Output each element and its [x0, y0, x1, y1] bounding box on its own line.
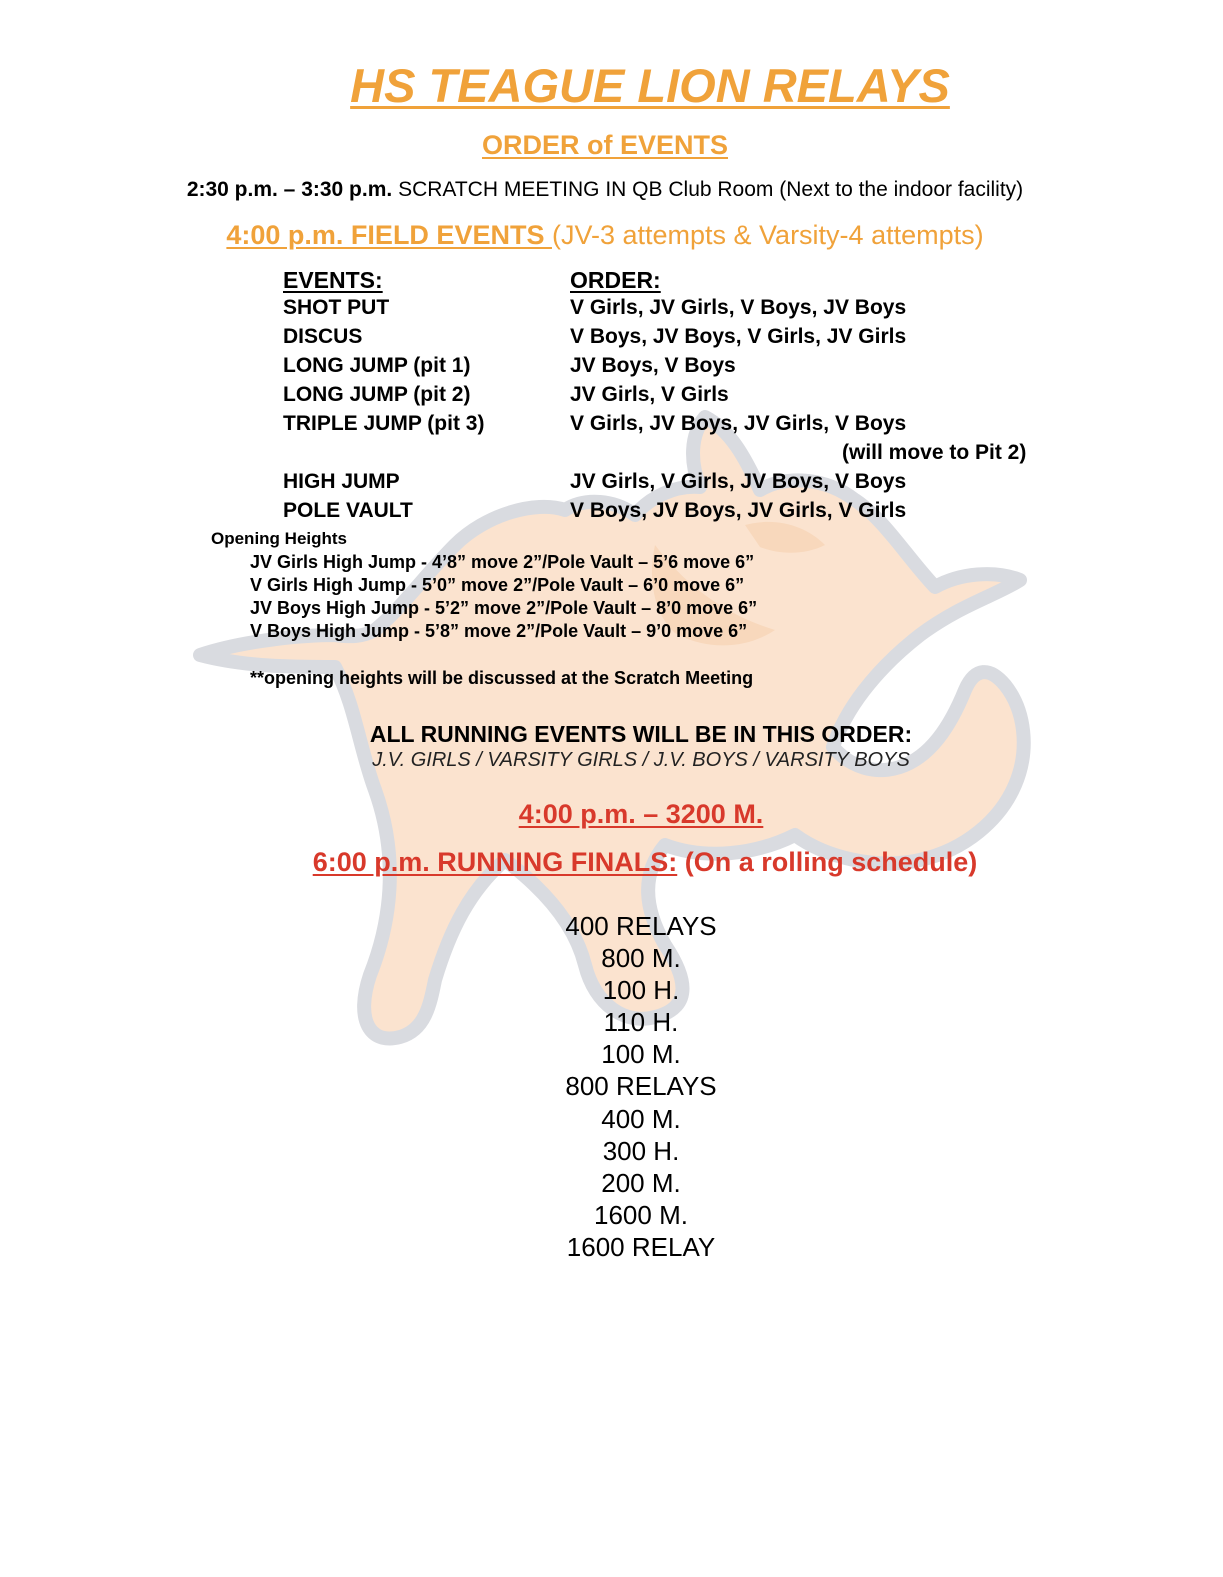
final-event: 800 M.	[601, 943, 681, 974]
event-order: V Girls, JV Boys, JV Girls, V Boys	[570, 412, 907, 435]
running-finals-note: (On a rolling schedule)	[677, 847, 978, 877]
event-order: V Boys, JV Boys, V Girls, JV Girls	[570, 325, 907, 348]
event-order: JV Boys, V Boys	[570, 354, 736, 377]
running-finals-list	[0, 910, 1223, 1263]
scratch-meeting-line	[0, 178, 1210, 202]
final-event: 800 RELAYS	[565, 1071, 717, 1102]
event-order: JV Girls, V Girls, JV Boys, V Boys	[570, 470, 907, 493]
final-event: 400 M.	[601, 1103, 681, 1134]
event-name: POLE VAULT	[283, 499, 413, 522]
event-name: SHOT PUT	[283, 296, 390, 319]
final-event: 400 RELAYS	[565, 911, 717, 941]
field-events-attempts: (JV-3 attempts & Varsity-4 attempts)	[551, 220, 984, 250]
event-name: TRIPLE JUMP (pit 3)	[283, 412, 485, 435]
opening-heights-note: **opening heights will be discussed at the Scratch Meeting	[250, 668, 754, 688]
final-event: 100 H.	[602, 975, 680, 1006]
event-name: DISCUS	[283, 325, 363, 348]
page-subtitle: ORDER of EVENTS	[481, 130, 729, 160]
running-finals-heading	[0, 847, 1223, 878]
event-name: HIGH JUMP	[283, 470, 400, 493]
order-column-header: ORDER:	[570, 267, 661, 293]
opening-heights-label: Opening Heights	[211, 529, 347, 548]
final-event: 110 H.	[603, 1007, 679, 1038]
field-events-title: 4:00 p.m. FIELD EVENTS	[226, 220, 552, 250]
event-order: JV Girls, V Girls	[570, 383, 729, 406]
triple-jump-note: (will move to Pit 2)	[842, 441, 1027, 464]
running-finals-title: 6:00 p.m. RUNNING FINALS:	[312, 847, 678, 877]
opening-height-line: JV Boys High Jump - 5’2” move 2”/Pole Vault – 8’0 move 6”	[250, 598, 758, 618]
event-name: LONG JUMP (pit 1)	[283, 354, 471, 377]
final-event: 100 M.	[601, 1039, 681, 1070]
final-event: 200 M.	[601, 1167, 681, 1198]
field-events-heading	[0, 220, 1210, 251]
final-event: 1600 M.	[594, 1199, 688, 1230]
events-column-header: EVENTS:	[283, 267, 383, 293]
opening-height-line: V Girls High Jump - 5’0” move 2”/Pole Vault – 6’0 move 6”	[250, 575, 745, 595]
3200m-event: 4:00 p.m. – 3200 M.	[518, 799, 764, 829]
final-event: 1600 RELAY	[566, 1231, 716, 1262]
scratch-text: SCRATCH MEETING IN QB Club Room (Next to the indoor facility)	[392, 178, 1024, 201]
event-name: LONG JUMP (pit 2)	[283, 383, 471, 406]
opening-height-line: JV Girls High Jump - 4’8” move 2”/Pole Vault – 5’6 move 6”	[250, 552, 755, 572]
final-event: 300 H.	[602, 1135, 680, 1166]
running-events-heading: ALL RUNNING EVENTS WILL BE IN THIS ORDER:	[369, 721, 913, 747]
event-order: V Boys, JV Boys, JV Girls, V Girls	[570, 499, 907, 522]
running-events-order: J.V. GIRLS / VARSITY GIRLS / J.V. BOYS / VARSITY BOYS	[372, 749, 910, 771]
opening-height-line: V Boys High Jump - 5’8” move 2”/Pole Vault – 9’0 move 6”	[250, 621, 748, 641]
event-order: V Girls, JV Girls, V Boys, JV Boys	[570, 296, 907, 319]
page-title: HS TEAGUE LION RELAYS	[350, 59, 950, 112]
scratch-time: 2:30 p.m. – 3:30 p.m.	[186, 178, 393, 201]
